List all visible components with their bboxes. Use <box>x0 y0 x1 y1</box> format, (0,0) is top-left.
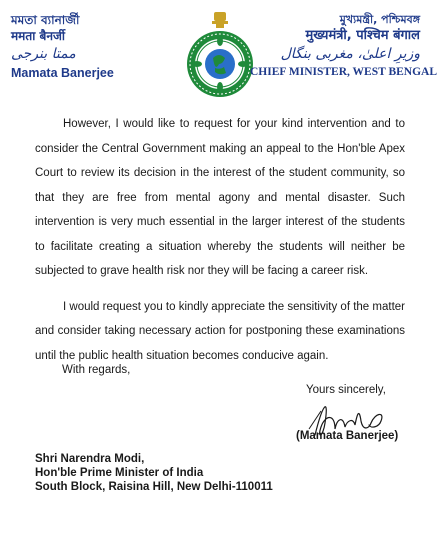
addressee-block <box>35 452 273 494</box>
hindi-name: ममता बैनर्जी <box>11 29 66 43</box>
west-bengal-emblem-icon <box>181 8 259 98</box>
letterhead-right <box>250 12 438 78</box>
english-title: CHIEF MINISTER, WEST BENGAL <box>250 66 438 78</box>
valediction: Yours sincerely, <box>306 384 386 396</box>
addressee-title: Hon'ble Prime Minister of India <box>35 467 204 479</box>
urdu-name: ممتا بنرجی <box>11 46 76 62</box>
urdu-title: وزیرِ اعلیٰ، مغربی بنگال <box>280 46 420 62</box>
addressee-name: Shri Narendra Modi, <box>35 453 145 465</box>
bengali-name: মমতা ব্যানার্জী <box>11 13 80 27</box>
paragraph-2: I would request you to kindly appreciate the sensitivity of the matter and consider taking necessary action for postponing these examinations until the public health situation becomes conducive again. <box>35 300 405 362</box>
signer-name: (Mamata Banerjee) <box>296 430 399 442</box>
letter-body <box>35 112 405 379</box>
paragraph-1: However, I would like to request for your kind intervention and to consider the Central Government making an appeal to the Hon'ble Apex Court to review its decision in the interest of the student community, so that they are free from mental agony and mental disaster. Such intervention is very much essential in the larger interest of the students to facilitate creating a situation whereby the students will neither be subjected to grave health risk nor they will be facing a career risk. <box>35 118 405 277</box>
hindi-title: मुख्यमंत्री, पश्चिम बंगाल <box>305 28 420 43</box>
addressee-address: South Block, Raisina Hill, New Delhi-110011 <box>35 481 273 493</box>
bengali-title: মুখ্যমন্ত্রী, পশ্চিমবঙ্গ <box>339 13 420 26</box>
regards-line: With regards, <box>62 364 131 376</box>
english-name: Mamata Banerjee <box>11 66 114 80</box>
letterhead-left <box>11 12 161 80</box>
